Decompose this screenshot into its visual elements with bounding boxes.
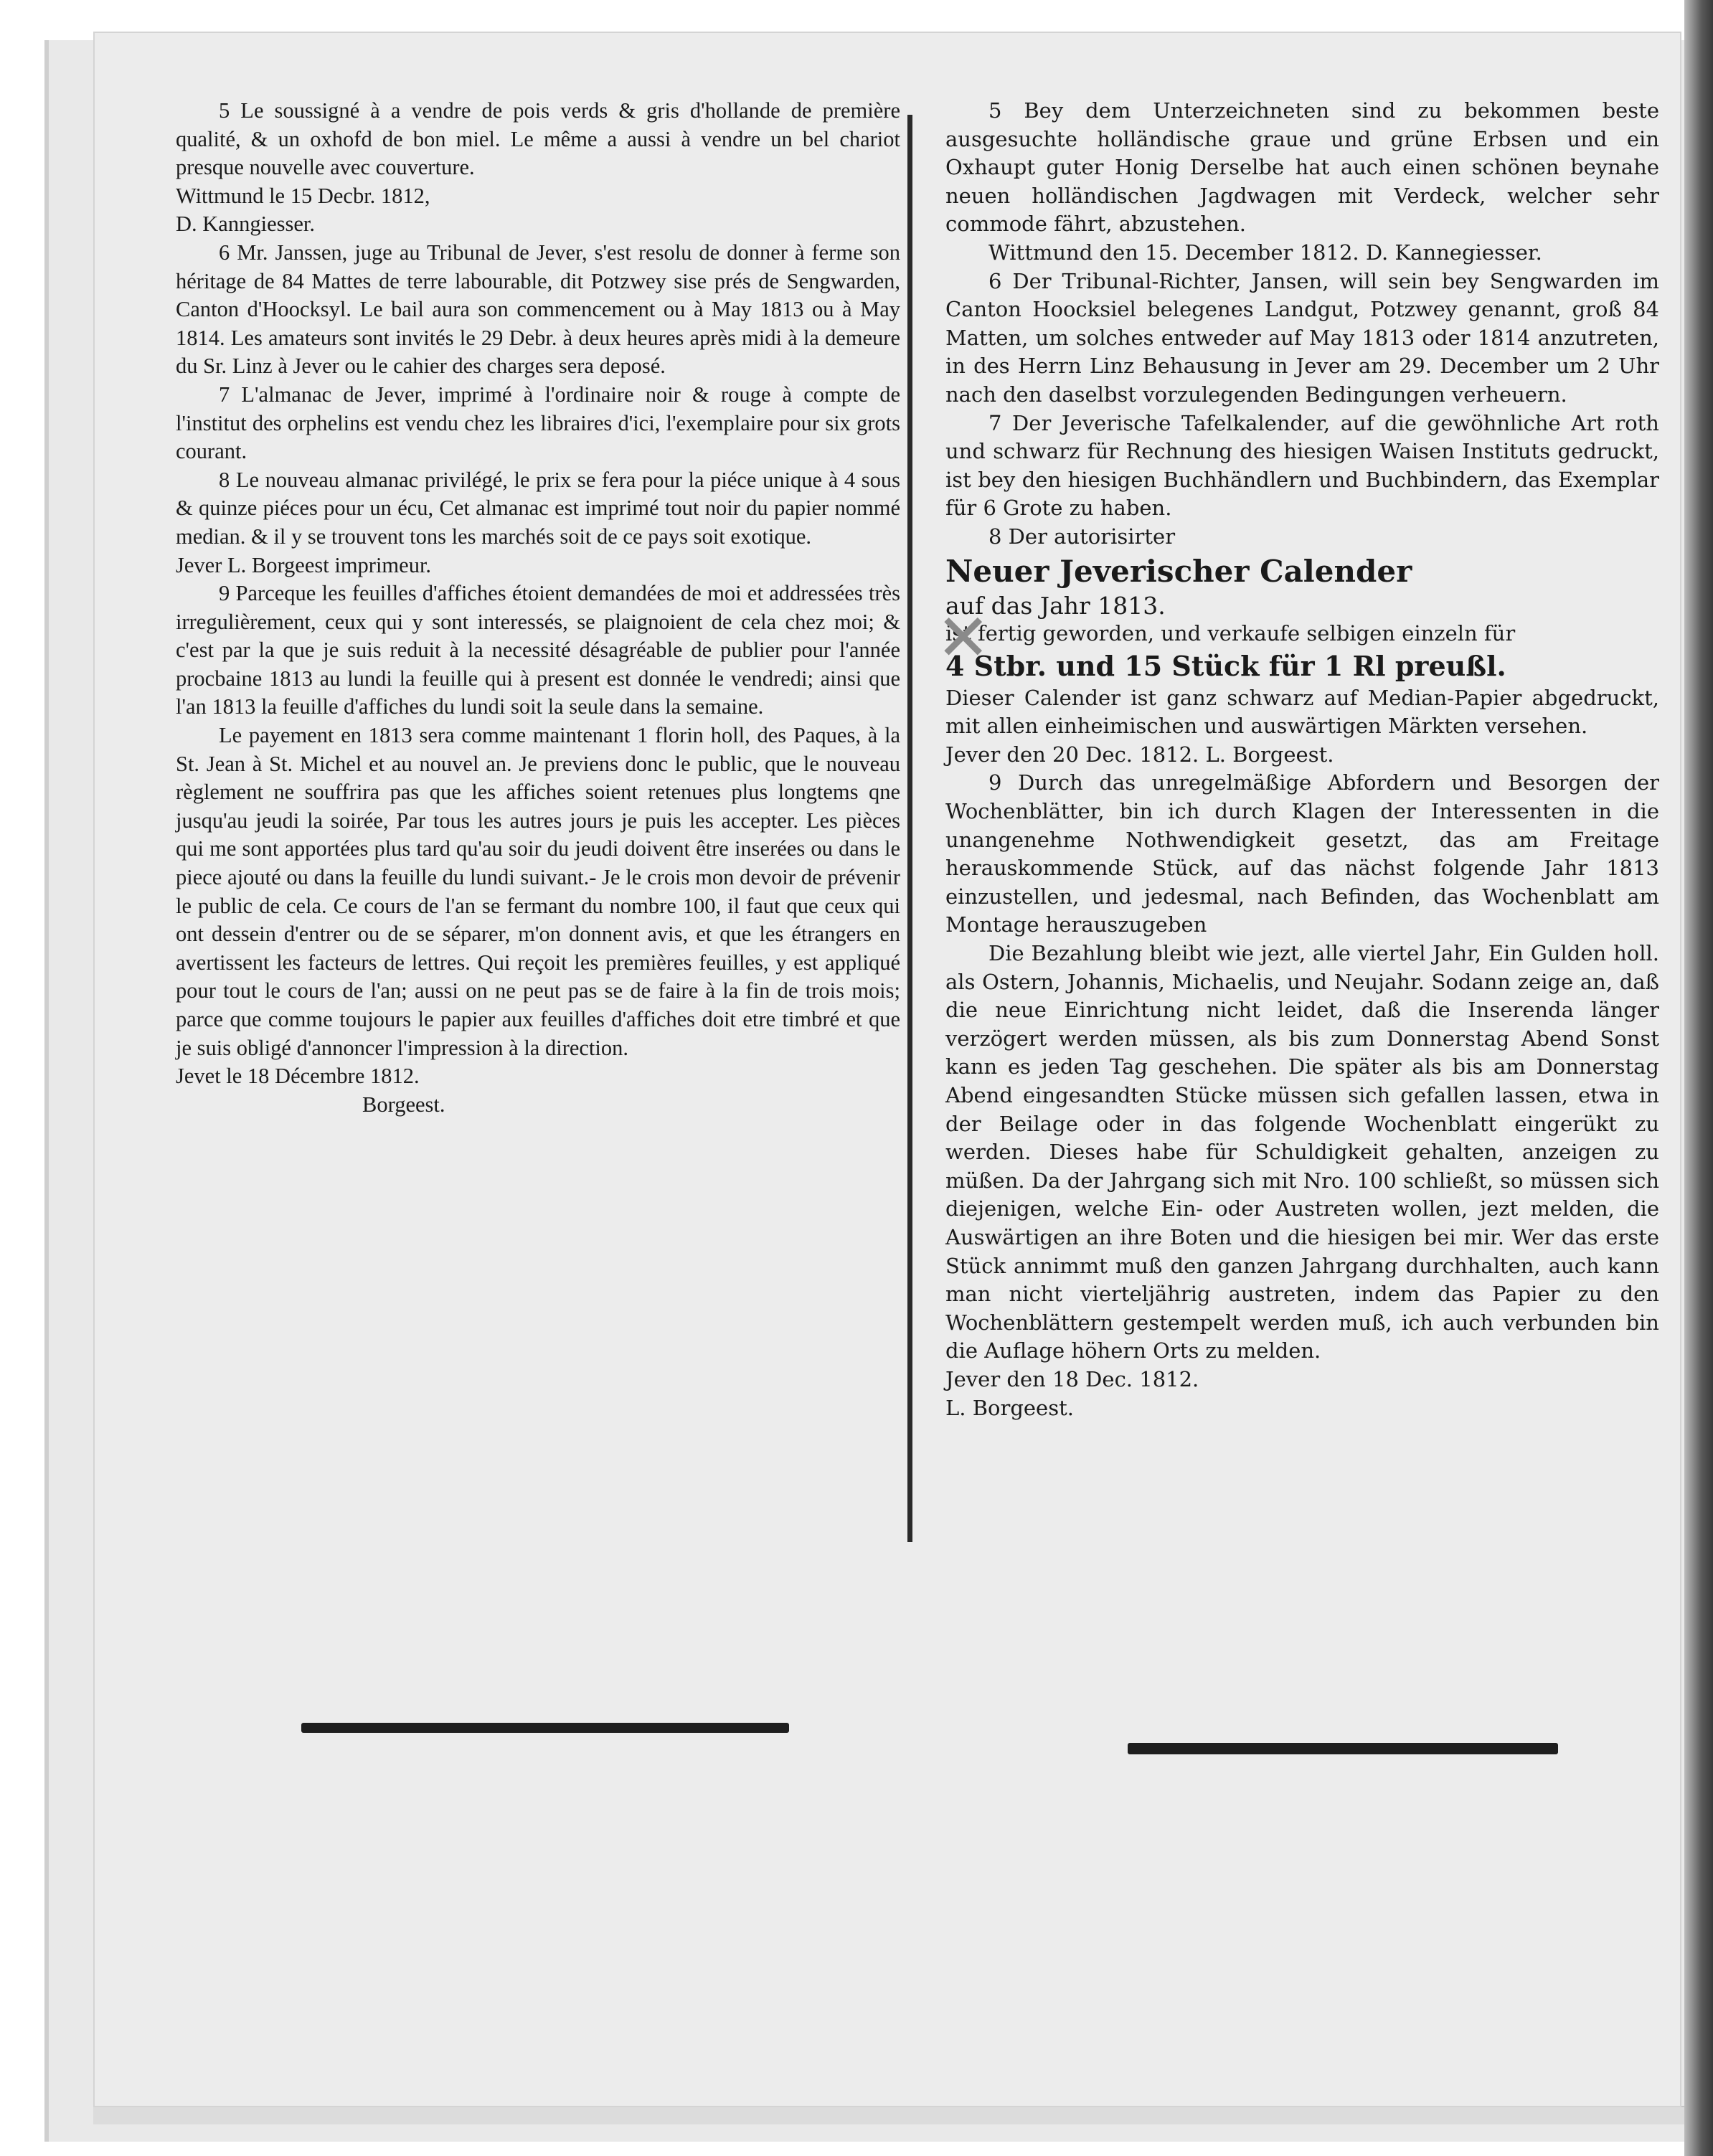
fr-notice-9-dateline: Jevet le 18 Décembre 1812. xyxy=(176,1064,420,1089)
fr-notice-8-signature: Jever L. Borgeest imprimeur. xyxy=(176,552,432,577)
fr-notice-7: 7 L'almanac de Jever, imprimé à l'ordinaire noir & rouge à compte de l'institut des orphelins est vendu chez les libraires d'ici, l'exemplaire pour six grots courant. xyxy=(176,382,900,464)
calendar-year-line: auf das Jahr 1813. xyxy=(945,591,1166,620)
de-notice-8-description: Dieser Calender ist ganz schwarz auf Median-Papier abgedruckt, mit allen einheimischen und auswärtigen Märkten versehen. xyxy=(945,685,1659,739)
fr-notice-9: 9 Parceque les feuilles d'affiches étoient demandées de moi et addressées très irregulièrement, ceux qui y sont interessés, se plaignoient de cela chez moi; & c'est par la que je suis reduit à la necessité désagréable de publier pour l'année procbaine 1813 au lundi la feuille qui à present est donnée le vendredi; ainsi que l'an 1813 la feuille d'affiches du lundi soit la seule dans la semaine. xyxy=(176,581,900,719)
de-notice-9-dateline: Jever den 18 Dec. 1812. xyxy=(945,1366,1199,1391)
column-divider xyxy=(907,115,912,1542)
page-stack-bottom-edge xyxy=(93,2106,1686,2124)
de-notice-8-text: ist fertig geworden, und verkaufe selbigen einzeln für xyxy=(945,621,1516,646)
fr-notice-5-dateline: Wittmund le 15 Decbr. 1812, xyxy=(176,183,430,208)
de-notice-7: 7 Der Jeverische Tafelkalender, auf die gewöhnliche Art roth und schwarz für Rechnung des hiesigen Waisen Instituts gedruckt, ist bey den hiesigen Buchhändlern und Buchbindern, das Exemplar für 6 Grote zu haben. xyxy=(945,410,1659,521)
calendar-price-line: 4 Stbr. und 15 Stück für 1 Rl preußl. xyxy=(945,649,1506,682)
fr-notice-6: 6 Mr. Janssen, juge au Tribunal de Jever, s'est resolu de donner à ferme son héritage de 84 Mattes de terre labourable, dit Potzwey sise prés de Sengwarden, Canton d'Hoocksyl. Le bail aura son commencement ou à May 1813 ou à May 1814. Les amateurs sont invités le 29 Debr. à deux heures après midi à la demeure du Sr. Linz à Jever ou le cahier des charges sera deposé. xyxy=(176,240,900,379)
de-notice-8-intro: 8 Der autorisirter xyxy=(988,524,1176,549)
fr-notice-9-signature: Borgeest. xyxy=(362,1092,445,1117)
french-column xyxy=(176,97,900,1119)
de-notice-8-signature: Jever den 20 Dec. 1812. L. Borgeest. xyxy=(945,742,1334,767)
fr-notice-5-signature: D. Kanngiesser. xyxy=(176,212,315,237)
calendar-title: Neuer Jeverischer Calender xyxy=(945,553,1412,589)
german-column xyxy=(945,97,1659,1422)
fr-notice-8: 8 Le nouveau almanac privilégé, le prix se fera pour la piéce unique à 4 sous & quinze piéces pour un écu, Cet almanac est imprimé tout noir du papier nommé median. & il y se trouvent tons les marchés soit de ce pays soit exotique. xyxy=(176,467,900,549)
de-notice-5: 5 Bey dem Unterzeichneten sind zu bekommen beste ausgesuchte holländische graue und grüne Erbsen und ein Oxhaupt guter Honig Derselbe hat auch einen schönen beynahe neuen holländischen Jagdwagen mit Verdeck, welcher sehr commode fährt, abzustehen. xyxy=(945,98,1659,237)
de-notice-9-payment: Die Bezahlung bleibt wie jezt, alle viertel Jahr, Ein Gulden holl. als Ostern, Johannis, Michaelis, und Neujahr. Sodann zeige an, daß die neue Einrichtung nicht leidet, daß die Inserenda länger verzögert werden müssen, als bis zum Donnerstag Abend Sonst kann es jeden Tag geschehen. Die später als bis am Donnerstag Abend eingesandten Stücke müssen sich gefallen lassen, etwa in der Beilage oder in das folgende Wochenblatt eingerükt zu werden. Dieses habe für Schuldigkeit gehalten, anzeigen zu müßen. Da der Jahrgang sich mit Nro. 100 schließt, so müssen sich diejenigen, welche Ein- oder Austreten wollen, jezt melden, die Auswärtigen an ihre Boten und die hiesigen bei mir. Wer das erste Stück annimmt muß den ganzen Jahrgang durchhalten, auch kann man nicht vierteljährig austreten, indem das Papier zu den Wochenblättern gestempelt werden muß, ich auch verbunden bin die Auflage höhern Orts zu melden. xyxy=(945,941,1659,1363)
de-notice-9: 9 Durch das unregelmäßige Abfordern und Besorgen der Wochenblätter, bin ich durch Klagen der Interessenten in die unangenehme Nothwendigkeit gesetzt, das am Freitage herauskommende Stück, auf das nächst folgende Jahr 1813 einzustellen, und jedesmal, nach Befinden, das Wochenblatt am Montage herauszugeben xyxy=(945,770,1659,937)
fr-notice-5: 5 Le soussigné à a vendre de pois verds & gris d'hollande de première qualité, & un oxhofd de bon miel. Le même a aussi à vendre un bel chariot presque nouvelle avec couverture. xyxy=(176,98,900,180)
binding-shadow xyxy=(1684,0,1713,2156)
french-closing-rule xyxy=(301,1723,789,1733)
de-notice-9-signature: L. Borgeest. xyxy=(945,1395,1074,1420)
de-notice-6: 6 Der Tribunal-Richter, Jansen, will sein bey Sengwarden im Canton Hoocksiel belegenes Landgut, Potzwey genannt, groß 84 Matten, um solches entweder auf May 1813 oder 1814 anzutreten, in des Herrn Linz Behausung in Jever am 29. December um 2 Uhr nach den daselbst vorzulegenden Bedingungen verheuern. xyxy=(945,268,1659,407)
german-closing-rule xyxy=(1128,1743,1558,1754)
fr-notice-9-payment: Le payement en 1813 sera comme maintenant 1 florin holl, des Paques, à la St. Jean à St. Michel et au nouvel an. Je previens donc le public, que le nouveau règlement ne souffrira pas que les affiches soient retenues plus longtems qne jusqu'au jeudi la soirée, Par tous les autres jours je puis les accepter. Les pièces qui me sont apportées plus tard qu'au soir du jeudi doivent être inserées ou dans le piece ajouté ou dans la feuille du lundi suivant.- Je le crois mon devoir de prévenir le public de cela. Ce cours de l'an se fermant du nombre 100, il faut que ceux qui ont dessein d'entrer ou de se séparer, m'on donnent avis, et que les étrangers en avertissent les facteurs de lettres. Qui reçoit les premières feuilles, y est appliqué pour tout le cours de l'an; aussi on ne peut pas se de faire à la fin de trois mois; parce que comme toujours le papier aux feuilles d'affiches doit etre timbré et que je suis obligé d'annoncer l'impression à la direction. xyxy=(176,723,900,1060)
pencil-x-mark-icon: ✕ xyxy=(936,600,991,676)
de-notice-5-signature: Wittmund den 15. December 1812. D. Kannegiesser. xyxy=(988,240,1542,265)
